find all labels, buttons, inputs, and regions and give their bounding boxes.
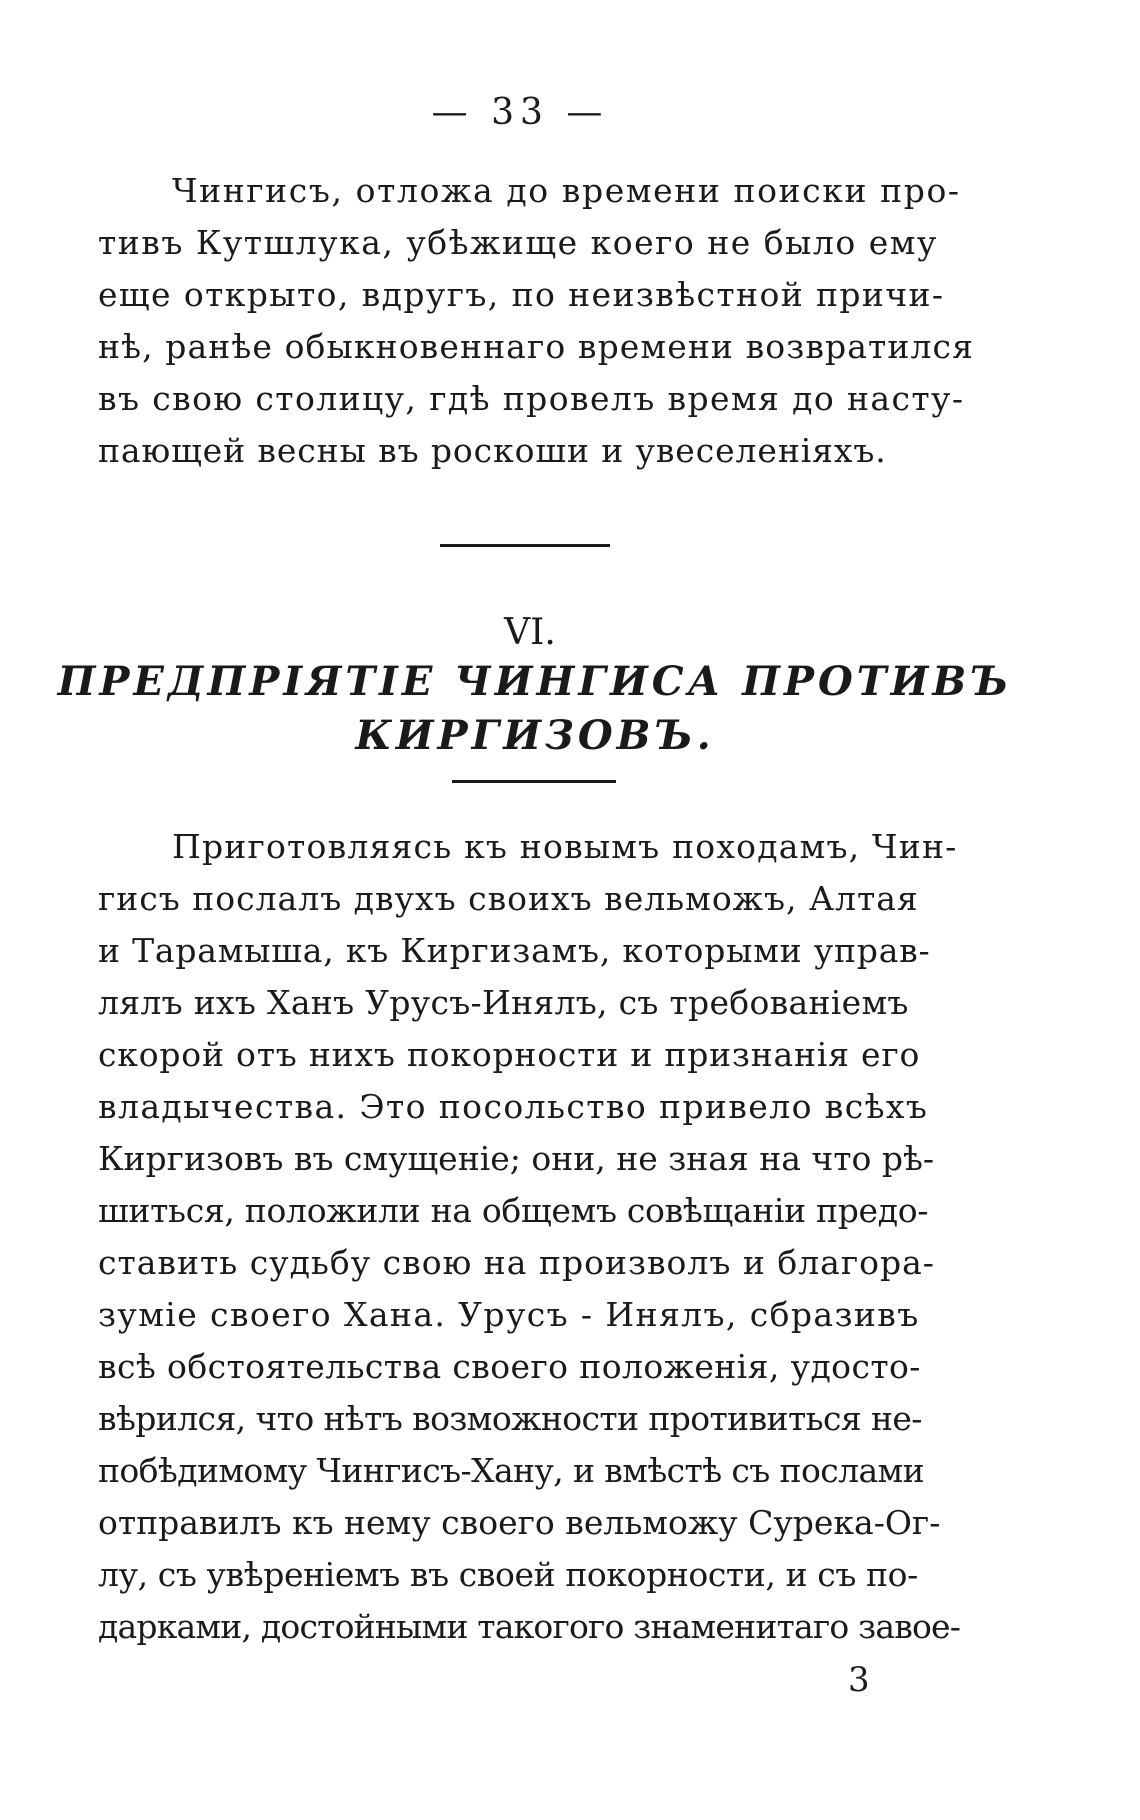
text-line: вѣрился, что нѣтъ возможности противиться не- [98, 1399, 922, 1438]
chapter-numeral: VI. [504, 612, 556, 653]
text-line: гисъ послалъ двухъ своихъ вельможъ, Алтая [98, 879, 919, 918]
text-line: всѣ обстоятельства своего положенiя, удосто- [98, 1347, 921, 1386]
title-divider [452, 780, 616, 783]
text-line: еще открыто, вдругъ, по неизвѣстной причи- [98, 275, 945, 314]
text-line: побѣдимому Чингисъ-Хану, и вмѣстѣ съ послами [98, 1451, 924, 1490]
signature-mark: 3 [848, 1660, 870, 1700]
text-line: Приготовляясь къ новымъ походамъ, Чин- [172, 827, 958, 866]
text-line: скорой отъ нихъ покорности и признанiя его [98, 1035, 921, 1074]
chapter-title-line-2: КИРГИЗОВЪ. [355, 712, 715, 759]
text-line: лялъ ихъ Ханъ Урусъ-Инялъ, съ требованiемъ [98, 983, 909, 1022]
text-line: пающей весны въ роскоши и увеселенiяхъ. [98, 431, 887, 470]
text-line: Киргизовъ въ смущенiе; они, не зная на что рѣ- [98, 1139, 934, 1178]
chapter-title-line-1: ПРЕДПРIЯТIЕ ЧИНГИСА ПРОТИВЪ [57, 658, 1013, 705]
page-number-header: — 33 — [431, 92, 609, 133]
text-line: въ свою столицу, гдѣ провелъ время до насту- [98, 379, 965, 418]
text-line: шиться, положили на общемъ совѣщанiи предо- [98, 1191, 929, 1230]
text-line: дарками, достойными такогого знаменитаго завое- [98, 1607, 961, 1646]
text-line: и Тарамыша, къ Киргизамъ, которыми управ- [98, 931, 931, 970]
text-line: тивъ Кутшлука, убѣжище коего не было ему [98, 223, 938, 262]
text-line: Чингисъ, отложа до времени поиски про- [172, 171, 961, 210]
text-line: зумiе своего Хана. Урусъ - Инялъ, сбразивъ [98, 1295, 920, 1334]
text-line: нѣ, ранѣе обыкновеннаго времени возвратился [98, 327, 975, 366]
text-line: лу, съ увѣренiемъ въ своей покорности, и съ по- [98, 1555, 918, 1594]
text-line: отправилъ къ нему своего вельможу Сурека-Ог- [98, 1503, 941, 1542]
text-line: владычества. Это посольство привело всѣхъ [98, 1087, 929, 1126]
text-line: ставить судьбу свою на произволъ и благора- [98, 1243, 935, 1282]
section-divider [440, 544, 610, 547]
